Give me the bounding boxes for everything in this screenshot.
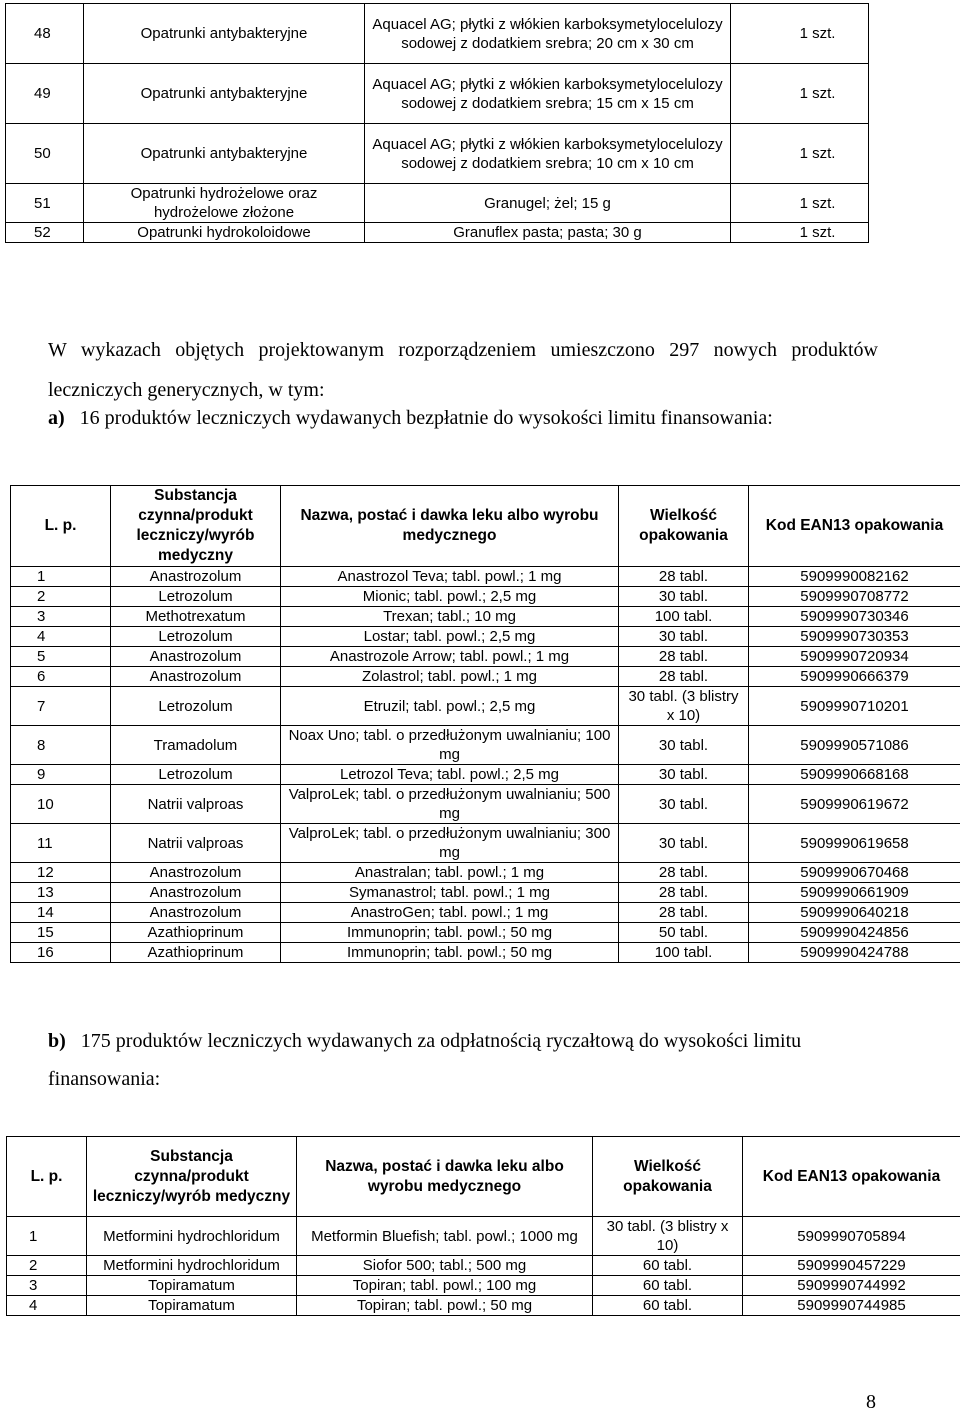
substance-cell: Metformini hydrochloridum	[87, 1217, 297, 1256]
qty-cell: 1 szt.	[731, 64, 869, 124]
ean-cell: 5909990730353	[749, 627, 960, 647]
lp-cell: 10	[11, 785, 111, 824]
ean-cell: 5909990668168	[749, 765, 960, 785]
name-cell: Immunoprin; tabl. powl.; 50 mg	[281, 943, 619, 963]
table-row	[11, 863, 960, 883]
ean-cell: 5909990705894	[743, 1217, 960, 1256]
substance-cell: Anastrozolum	[111, 863, 281, 883]
product-cell: Aquacel AG; płytki z włókien karboksymetylocelulozy sodowej z dodatkiem srebra; 10 cm x 10 cm	[365, 124, 731, 184]
table-row	[11, 765, 960, 785]
lp-cell: 4	[7, 1296, 87, 1316]
table-row	[11, 647, 960, 667]
name-cell: Zolastrol; tabl. powl.; 1 mg	[281, 667, 619, 687]
dressings-table	[5, 3, 869, 243]
lp-cell: 16	[11, 943, 111, 963]
header-substance: Substancja czynna/produkt leczniczy/wyrób medyczny	[111, 486, 281, 567]
table-row	[11, 883, 960, 903]
ean-cell: 5909990640218	[749, 903, 960, 923]
lp-cell: 1	[7, 1217, 87, 1256]
ean-cell: 5909990744985	[743, 1296, 960, 1316]
name-cell: Letrozol Teva; tabl. powl.; 2,5 mg	[281, 765, 619, 785]
table-row	[11, 587, 960, 607]
header-lp: L. p.	[7, 1137, 87, 1217]
substance-cell: Azathioprinum	[111, 923, 281, 943]
name-cell: Symanastrol; tabl. powl.; 1 mg	[281, 883, 619, 903]
ean-cell: 5909990730346	[749, 607, 960, 627]
size-cell: 100 tabl.	[619, 607, 749, 627]
group-cell: Opatrunki antybakteryjne	[84, 64, 365, 124]
size-cell: 30 tabl.	[619, 587, 749, 607]
group-cell: Opatrunki antybakteryjne	[84, 124, 365, 184]
table-row	[6, 64, 869, 124]
ean-cell: 5909990710201	[749, 687, 960, 726]
lp-cell: 5	[11, 647, 111, 667]
size-cell: 28 tabl.	[619, 567, 749, 587]
header-lp: L. p.	[11, 486, 111, 567]
ean-cell: 5909990708772	[749, 587, 960, 607]
lp-cell: 13	[11, 883, 111, 903]
substance-cell: Letrozolum	[111, 687, 281, 726]
name-cell: Mionic; tabl. powl.; 2,5 mg	[281, 587, 619, 607]
main-paragraph: W wykazach objętych projektowanym rozporządzeniem umieszczono 297 nowych produktów leczniczych generycznych, w tym:	[48, 330, 878, 410]
substance-cell: Anastrozolum	[111, 647, 281, 667]
table-row	[11, 687, 960, 726]
substance-cell: Topiramatum	[87, 1296, 297, 1316]
ean-cell: 5909990619672	[749, 785, 960, 824]
ean-cell: 5909990670468	[749, 863, 960, 883]
name-cell: AnastroGen; tabl. powl.; 1 mg	[281, 903, 619, 923]
header-row	[7, 1137, 960, 1217]
lp-cell: 11	[11, 824, 111, 863]
name-cell: Topiran; tabl. powl.; 50 mg	[297, 1296, 593, 1316]
substance-cell: Methotrexatum	[111, 607, 281, 627]
table-row	[11, 726, 960, 765]
size-cell: 30 tabl. (3 blistry x 10)	[593, 1217, 743, 1256]
name-cell: ValproLek; tabl. o przedłużonym uwalnianiu; 300 mg	[281, 824, 619, 863]
ean-cell: 5909990424856	[749, 923, 960, 943]
size-cell: 28 tabl.	[619, 667, 749, 687]
ean-cell: 5909990661909	[749, 883, 960, 903]
page-number: 8	[866, 1391, 876, 1414]
product-cell: Granuflex pasta; pasta; 30 g	[365, 223, 731, 243]
lp-cell: 15	[11, 923, 111, 943]
ean-cell: 5909990744992	[743, 1276, 960, 1296]
item-b-marker: b)	[48, 1030, 66, 1052]
product-cell: Granugel; żel; 15 g	[365, 184, 731, 223]
item-b	[48, 1022, 898, 1098]
header-ean: Kod EAN13 opakowania	[743, 1137, 960, 1217]
table-row	[11, 923, 960, 943]
lp-cell: 4	[11, 627, 111, 647]
table-row	[7, 1217, 960, 1256]
substance-cell: Tramadolum	[111, 726, 281, 765]
size-cell: 30 tabl.	[619, 765, 749, 785]
header-name: Nazwa, postać i dawka leku albo wyrobu medycznego	[281, 486, 619, 567]
size-cell: 60 tabl.	[593, 1276, 743, 1296]
lp-cell: 1	[11, 567, 111, 587]
lp-cell: 3	[7, 1276, 87, 1296]
lp-cell: 14	[11, 903, 111, 923]
substance-cell: Anastrozolum	[111, 567, 281, 587]
size-cell: 30 tabl.	[619, 726, 749, 765]
table-row	[11, 943, 960, 963]
lump-sum-drugs-table-header	[7, 1137, 960, 1217]
ean-cell: 5909990619658	[749, 824, 960, 863]
substance-cell: Topiramatum	[87, 1276, 297, 1296]
lump-sum-drugs-table-body	[7, 1217, 960, 1316]
table-row	[11, 785, 960, 824]
substance-cell: Letrozolum	[111, 627, 281, 647]
name-cell: Noax Uno; tabl. o przedłużonym uwalnianiu; 100 mg	[281, 726, 619, 765]
lp-cell: 7	[11, 687, 111, 726]
lp-cell: 48	[6, 4, 84, 64]
substance-cell: Anastrozolum	[111, 903, 281, 923]
substance-cell: Azathioprinum	[111, 943, 281, 963]
free-drugs-table	[10, 485, 960, 963]
size-cell: 30 tabl. (3 blistry x 10)	[619, 687, 749, 726]
group-cell: Opatrunki hydrokoloidowe	[84, 223, 365, 243]
name-cell: Trexan; tabl.; 10 mg	[281, 607, 619, 627]
header-size: Wielkość opakowania	[619, 486, 749, 567]
lp-cell: 2	[7, 1256, 87, 1276]
size-cell: 28 tabl.	[619, 883, 749, 903]
name-cell: Immunoprin; tabl. powl.; 50 mg	[281, 923, 619, 943]
name-cell: Siofor 500; tabl.; 500 mg	[297, 1256, 593, 1276]
lp-cell: 49	[6, 64, 84, 124]
lp-cell: 3	[11, 607, 111, 627]
name-cell: ValproLek; tabl. o przedłużonym uwalnianiu; 500 mg	[281, 785, 619, 824]
qty-cell: 1 szt.	[731, 4, 869, 64]
ean-cell: 5909990720934	[749, 647, 960, 667]
ean-cell: 5909990571086	[749, 726, 960, 765]
size-cell: 30 tabl.	[619, 824, 749, 863]
item-a-marker: a)	[48, 407, 65, 429]
lp-cell: 8	[11, 726, 111, 765]
item-a-text: 16 produktów leczniczych wydawanych bezpłatnie do wysokości limitu finansowania:	[80, 407, 773, 429]
header-substance: Substancja czynna/produkt leczniczy/wyrób medyczny	[87, 1137, 297, 1217]
product-cell: Aquacel AG; płytki z włókien karboksymetylocelulozy sodowej z dodatkiem srebra; 20 cm x 30 cm	[365, 4, 731, 64]
lp-cell: 2	[11, 587, 111, 607]
lump-sum-drugs-table	[6, 1136, 960, 1316]
name-cell: Metformin Bluefish; tabl. powl.; 1000 mg	[297, 1217, 593, 1256]
dressings-table-body	[6, 4, 869, 243]
header-ean: Kod EAN13 opakowania	[749, 486, 960, 567]
substance-cell: Anastrozolum	[111, 667, 281, 687]
substance-cell: Letrozolum	[111, 765, 281, 785]
size-cell: 100 tabl.	[619, 943, 749, 963]
item-b-text: 175 produktów leczniczych wydawanych za odpłatnością ryczałtową do wysokości limitu finansowania:	[48, 1030, 801, 1090]
header-row	[11, 486, 960, 567]
table-row	[11, 667, 960, 687]
size-cell: 30 tabl.	[619, 785, 749, 824]
substance-cell: Anastrozolum	[111, 883, 281, 903]
table-row	[11, 903, 960, 923]
name-cell: Etruzil; tabl. powl.; 2,5 mg	[281, 687, 619, 726]
name-cell: Anastralan; tabl. powl.; 1 mg	[281, 863, 619, 883]
item-a	[48, 408, 928, 428]
lp-cell: 6	[11, 667, 111, 687]
size-cell: 30 tabl.	[619, 627, 749, 647]
header-size: Wielkość opakowania	[593, 1137, 743, 1217]
free-drugs-table-header	[11, 486, 960, 567]
table-row	[11, 627, 960, 647]
group-cell: Opatrunki antybakteryjne	[84, 4, 365, 64]
table-row	[7, 1296, 960, 1316]
product-cell: Aquacel AG; płytki z włókien karboksymetylocelulozy sodowej z dodatkiem srebra; 15 cm x 15 cm	[365, 64, 731, 124]
free-drugs-table-body	[11, 567, 960, 963]
substance-cell: Metformini hydrochloridum	[87, 1256, 297, 1276]
table-row	[11, 824, 960, 863]
ean-cell: 5909990666379	[749, 667, 960, 687]
table-row	[6, 184, 869, 223]
table-row	[6, 4, 869, 64]
table-row	[11, 607, 960, 627]
ean-cell: 5909990082162	[749, 567, 960, 587]
qty-cell: 1 szt.	[731, 223, 869, 243]
size-cell: 28 tabl.	[619, 903, 749, 923]
group-cell: Opatrunki hydrożelowe oraz hydrożelowe złożone	[84, 184, 365, 223]
lp-cell: 9	[11, 765, 111, 785]
name-cell: Anastrozole Arrow; tabl. powl.; 1 mg	[281, 647, 619, 667]
substance-cell: Letrozolum	[111, 587, 281, 607]
qty-cell: 1 szt.	[731, 184, 869, 223]
table-row	[6, 124, 869, 184]
main-paragraph-line	[48, 330, 878, 410]
lp-cell: 50	[6, 124, 84, 184]
ean-cell: 5909990457229	[743, 1256, 960, 1276]
table-row	[7, 1276, 960, 1296]
ean-cell: 5909990424788	[749, 943, 960, 963]
header-name: Nazwa, postać i dawka leku albo wyrobu medycznego	[297, 1137, 593, 1217]
substance-cell: Natrii valproas	[111, 785, 281, 824]
lp-cell: 52	[6, 223, 84, 243]
size-cell: 50 tabl.	[619, 923, 749, 943]
table-row	[7, 1256, 960, 1276]
size-cell: 28 tabl.	[619, 863, 749, 883]
substance-cell: Natrii valproas	[111, 824, 281, 863]
size-cell: 28 tabl.	[619, 647, 749, 667]
name-cell: Topiran; tabl. powl.; 100 mg	[297, 1276, 593, 1296]
qty-cell: 1 szt.	[731, 124, 869, 184]
size-cell: 60 tabl.	[593, 1296, 743, 1316]
size-cell: 60 tabl.	[593, 1256, 743, 1276]
name-cell: Anastrozol Teva; tabl. powl.; 1 mg	[281, 567, 619, 587]
lp-cell: 12	[11, 863, 111, 883]
lp-cell: 51	[6, 184, 84, 223]
table-row	[6, 223, 869, 243]
table-row	[11, 567, 960, 587]
name-cell: Lostar; tabl. powl.; 2,5 mg	[281, 627, 619, 647]
